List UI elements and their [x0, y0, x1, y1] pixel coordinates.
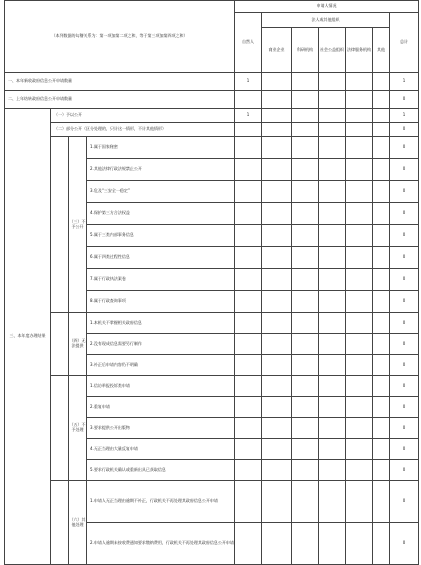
cell-total: 1 — [390, 109, 419, 123]
header-legal-service: 法律服务机构 — [346, 28, 373, 73]
row-label: 一、本年新收政府信息公开申请数量 — [5, 73, 235, 91]
table-row — [5, 137, 419, 159]
cell-total: 0 — [390, 439, 419, 460]
row-label: 8.属于行政查询事项 — [87, 291, 235, 313]
cell-total: 0 — [390, 247, 419, 269]
row-label: 6.属于四类过程性信息 — [87, 247, 235, 269]
row-label: 2.其他法律行政法规禁止公开 — [87, 159, 235, 181]
row-label: 4.无正当理由大量反复申请 — [87, 439, 235, 460]
cell-total: 0 — [390, 376, 419, 397]
row-label: 1.属于国家秘密 — [87, 137, 235, 159]
row-label: 5.要求行政机关确认或重新出具已获取信息 — [87, 460, 235, 481]
cell-total: 0 — [390, 159, 419, 181]
group-label: （四）无法提供 — [69, 313, 87, 376]
table-row — [5, 481, 419, 523]
row-label: 1.申请人无正当理由逾期不补正，行政机关不再处理其政府信息公开申请 — [87, 481, 235, 523]
row-label: 4.保护第三方合法权益 — [87, 203, 235, 225]
row-label: 3.要求提供公开出版物 — [87, 418, 235, 439]
group-label: （六）其他处理 — [69, 481, 87, 565]
table-row — [5, 123, 419, 137]
row-label: 3.补正后申请内容仍不明确 — [87, 355, 235, 376]
table-row — [5, 313, 419, 334]
row-label: 3.危及“三安全一稳定” — [87, 181, 235, 203]
cell-total: 0 — [390, 397, 419, 418]
cell-total: 0 — [390, 91, 419, 109]
cell-total: 0 — [390, 137, 419, 159]
section-3-label: 三、本年度办理结果 — [5, 109, 51, 565]
header-applicant-situation: 申请人情况 — [235, 1, 419, 13]
group-label: （三）不予公开 — [69, 137, 87, 313]
cell-total: 1 — [390, 73, 419, 91]
cell-value: 1 — [235, 109, 262, 123]
row-label: 2.重复申请 — [87, 397, 235, 418]
row-label: （二）部分公开（区分处理的，只计这一情形，不计其他情形） — [51, 123, 235, 137]
row-label: （一）予以公开 — [51, 109, 235, 123]
cell-total: 0 — [390, 418, 419, 439]
cell-total: 0 — [390, 313, 419, 334]
cell-total: 0 — [390, 523, 419, 565]
cell-value: 1 — [235, 73, 262, 91]
table-row — [5, 91, 419, 109]
cell-total: 0 — [390, 203, 419, 225]
row-label: 1.本机关不掌握相关政府信息 — [87, 313, 235, 334]
cell-total: 0 — [390, 225, 419, 247]
row-label: 2.申请人逾期未按收费通知要求缴纳费用，行政机关不再处理其政府信息公开申请 — [87, 523, 235, 565]
cell-total: 0 — [390, 460, 419, 481]
gov-info-disclosure-table — [4, 0, 419, 565]
cell-total: 0 — [390, 181, 419, 203]
cell-total: 0 — [390, 355, 419, 376]
row-label: 2.没有现成信息需要另行制作 — [87, 334, 235, 355]
cell-total: 0 — [390, 334, 419, 355]
table-row — [5, 73, 419, 91]
cell-total: 0 — [390, 123, 419, 137]
header-note: （本列数据的勾稽关系为：第一项加第二项之和，等于第三项加第四项之和） — [5, 1, 235, 73]
row-label: 1.信访举报投诉类申请 — [87, 376, 235, 397]
header-natural-person: 自然人 — [235, 13, 262, 73]
header-public-welfare: 社会公益组织 — [319, 28, 346, 73]
cell-total: 0 — [390, 481, 419, 523]
cell-total: 0 — [390, 291, 419, 313]
header-commercial: 商业企业 — [262, 28, 292, 73]
group-label: （五）不予处理 — [69, 376, 87, 481]
cell-total: 0 — [390, 269, 419, 291]
row-label: 5.属于三类内部事务信息 — [87, 225, 235, 247]
header-research: 科研机构 — [292, 28, 319, 73]
row-label: 7.属于行政执法案卷 — [87, 269, 235, 291]
header-legal-other: 法人或其他组织 — [262, 13, 390, 28]
row-label: 二、上年结转政府信息公开申请数量 — [5, 91, 235, 109]
header-total: 总计 — [390, 13, 419, 73]
header-other: 其他 — [373, 28, 390, 73]
table-row — [5, 376, 419, 397]
table-row — [5, 109, 419, 123]
